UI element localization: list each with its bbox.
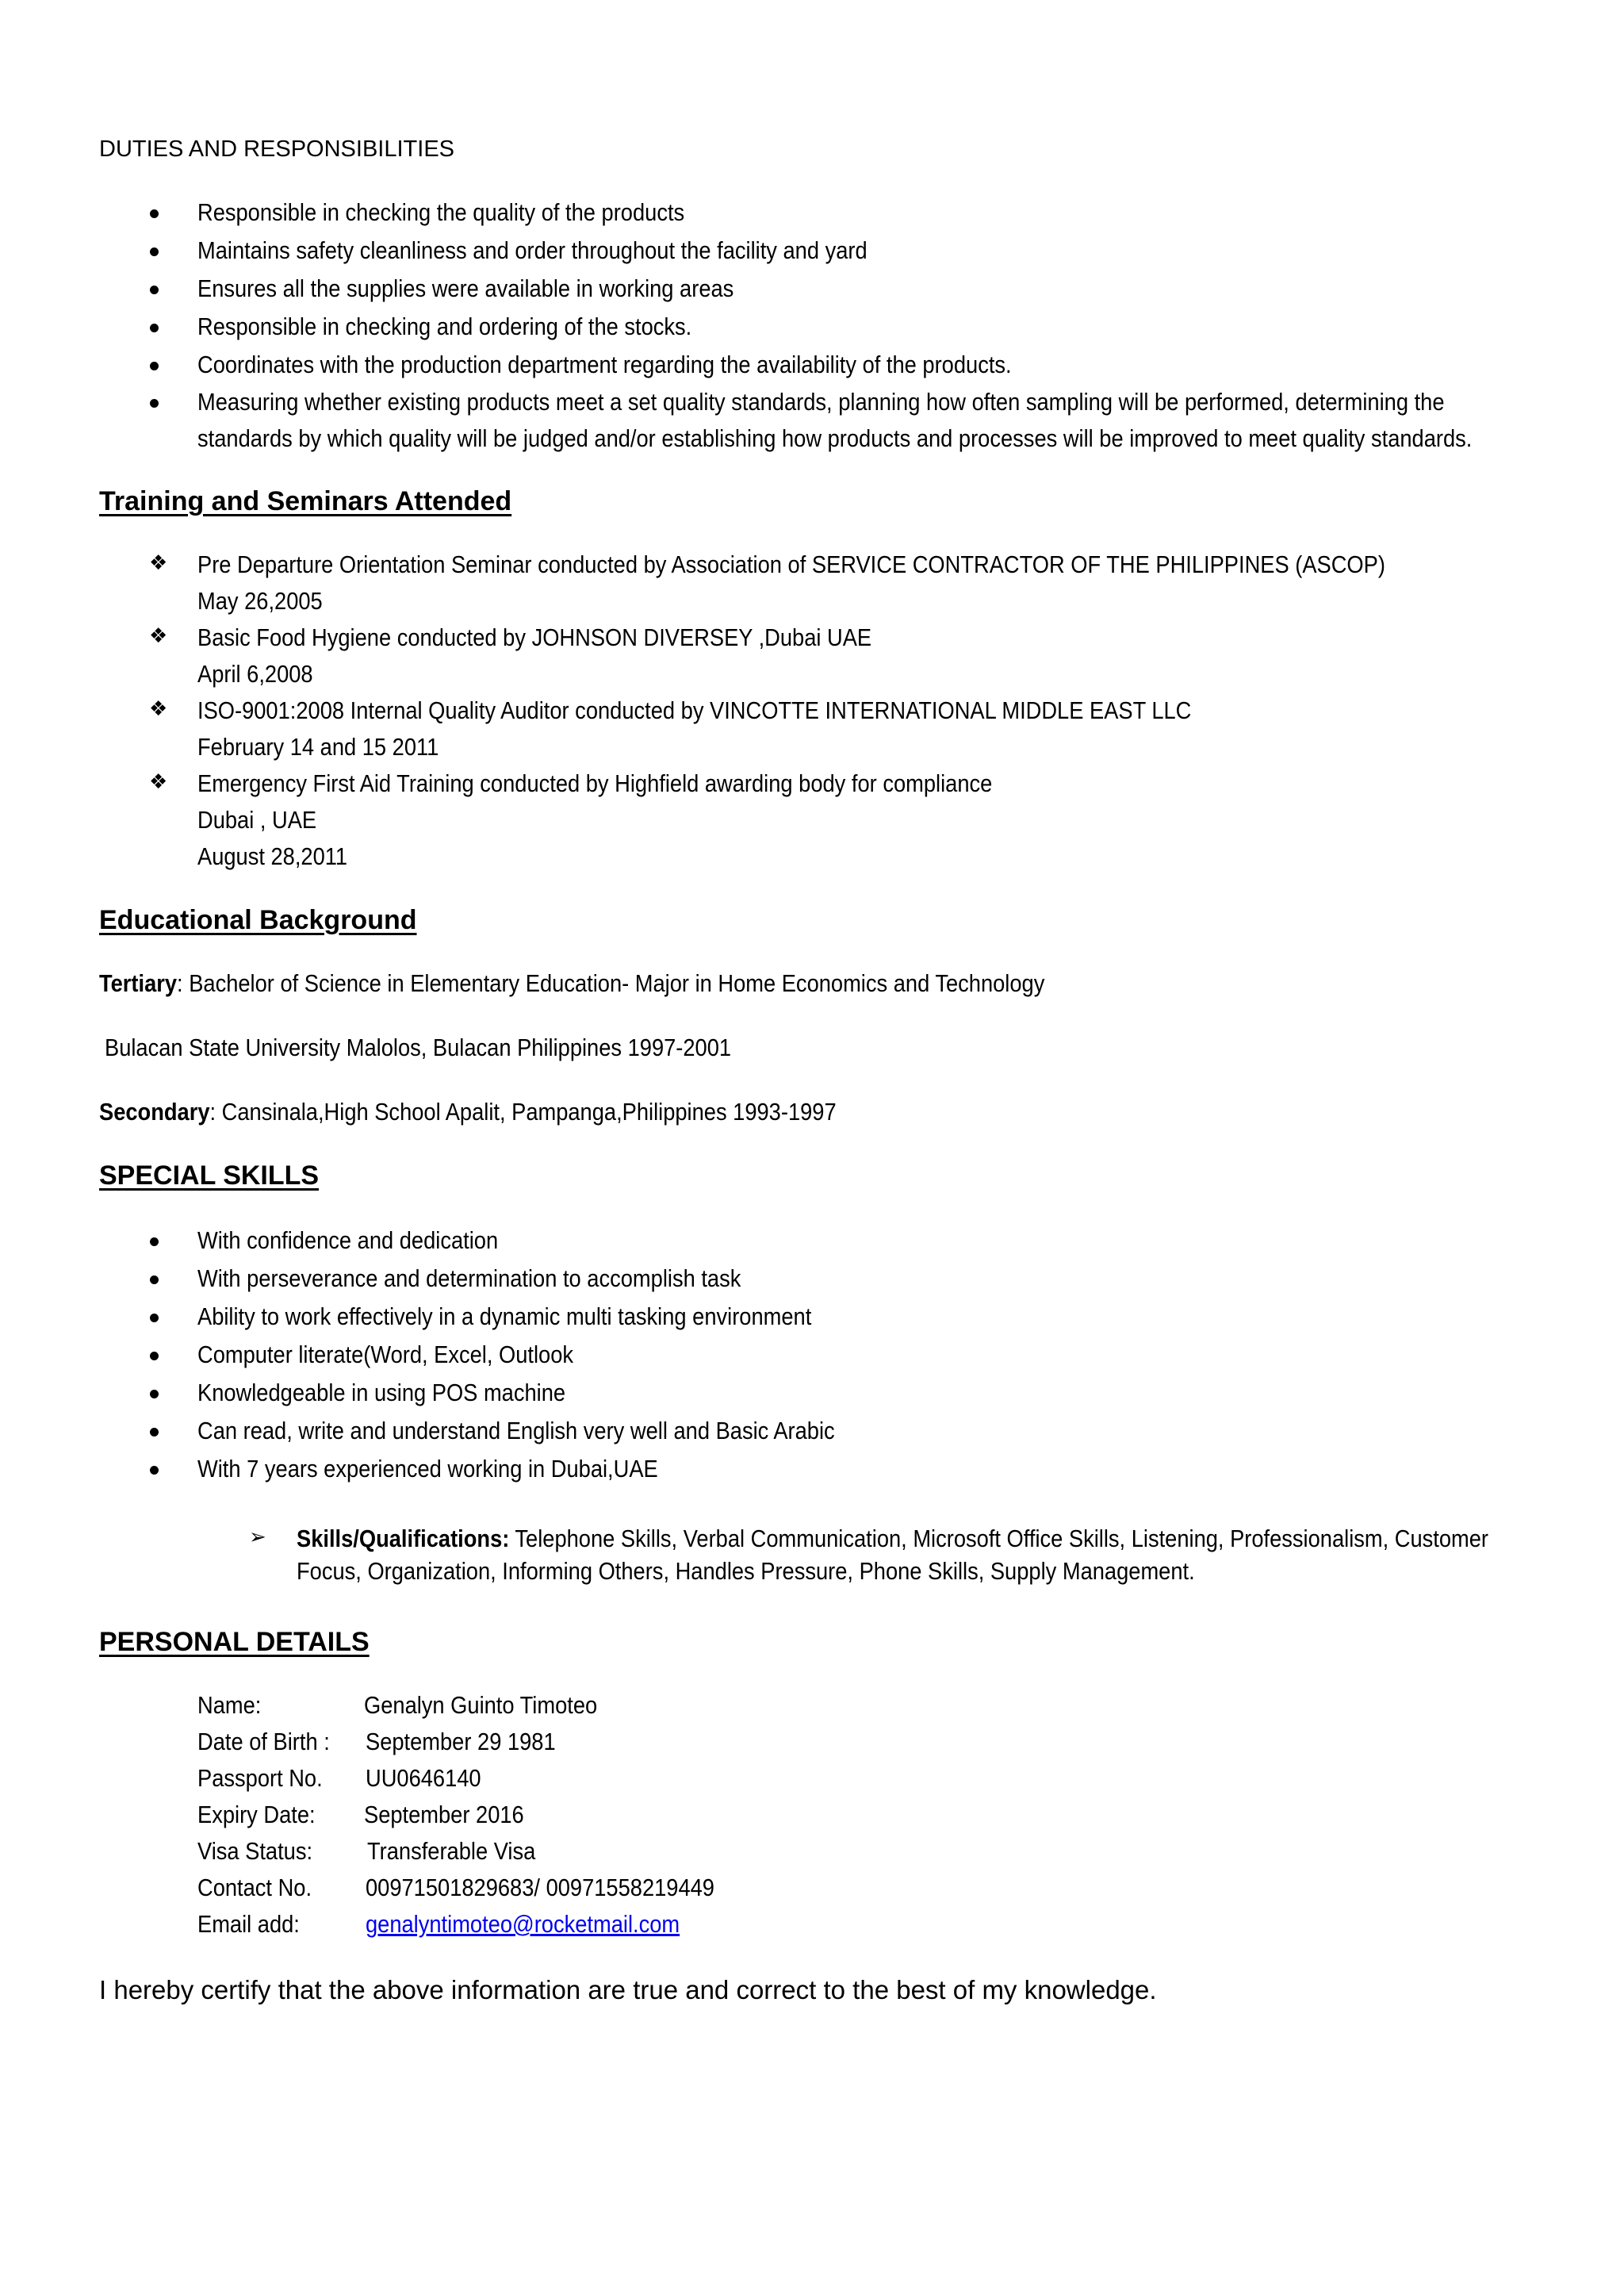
duty-item: Ensures all the supplies were available in working areas (197, 274, 734, 302)
bullet-icon (150, 209, 159, 218)
personal-label-passport: Passport No. (197, 1764, 323, 1792)
tertiary-school: Bulacan State University Malolos, Bulacan Philippines 1997-2001 (105, 1034, 732, 1061)
tertiary-label: Tertiary (99, 969, 178, 997)
training-item-date: April 6,2008 (197, 660, 313, 688)
personal-value-passport: UU0646140 (366, 1764, 481, 1792)
skill-item: Can read, write and understand English very well and Basic Arabic (197, 1417, 835, 1444)
training-title: Training and Seminars Attended (99, 486, 512, 516)
skill-item: With confidence and dedication (197, 1226, 499, 1254)
personal-label-expiry: Expiry Date: (197, 1801, 316, 1828)
personal-value-contact: 00971501829683/ 00971558219449 (366, 1874, 714, 1901)
education-title: Educational Background (99, 905, 417, 935)
duty-item: Measuring whether existing products meet a set quality standards, planning how often sampling will be performed, determining the (197, 388, 1445, 416)
bullet-icon (150, 1428, 159, 1437)
diamond-bullet-icon: ❖ (149, 770, 168, 794)
duty-item: Coordinates with the production department regarding the availability of the products. (197, 351, 1012, 378)
personal-title: PERSONAL DETAILS (99, 1627, 370, 1657)
personal-label-name: Name: (197, 1691, 262, 1719)
training-item-date: May 26,2005 (197, 587, 323, 615)
tertiary-text: : Bachelor of Science in Elementary Education- Major in Home Economics and Technology (177, 969, 1045, 997)
qualifications-label: Skills/Qualifications: (297, 1525, 510, 1552)
diamond-bullet-icon: ❖ (149, 697, 168, 721)
duties-title: DUTIES AND RESPONSIBILITIES (99, 136, 454, 162)
bullet-icon (150, 362, 159, 370)
bullet-icon (150, 1275, 159, 1284)
bullet-icon (150, 324, 159, 332)
secondary-line (99, 1098, 936, 1126)
skill-item: With perseverance and determination to accomplish task (197, 1264, 741, 1292)
arrow-bullet-icon: ➢ (249, 1525, 266, 1549)
qualifications-text: Telephone Skills, Verbal Communication, Microsoft Office Skills, Listening, Professionalism, Customer (509, 1525, 1489, 1552)
secondary-text: : Cansinala,High School Apalit, Pampanga,Philippines 1993-1997 (209, 1098, 837, 1126)
duty-item: Maintains safety cleanliness and order throughout the facility and yard (197, 236, 868, 264)
training-item-title: Basic Food Hygiene conducted by JOHNSON DIVERSEY ,Dubai UAE (197, 623, 872, 651)
email-link[interactable]: genalyntimoteo@rocketmail.com (366, 1910, 680, 1938)
qualifications-line (297, 1525, 1624, 1553)
bullet-icon (150, 1390, 159, 1398)
tertiary-line (99, 969, 1174, 998)
skill-item: Ability to work effectively in a dynamic multi tasking environment (197, 1302, 812, 1330)
secondary-label: Secondary (99, 1098, 210, 1126)
bullet-icon (150, 286, 159, 294)
personal-value-name: Genalyn Guinto Timoteo (364, 1691, 598, 1719)
duty-item-continuation: standards by which quality will be judged and/or establishing how products and processes will be improved to meet quality standards. (197, 424, 1473, 452)
training-item-title: Emergency First Aid Training conducted by Highfield awarding body for compliance (197, 769, 993, 797)
bullet-icon (150, 399, 159, 408)
training-item-title: Pre Departure Orientation Seminar conducted by Association of SERVICE CONTRACTOR OF THE PHILIPPINES (ASCOP) (197, 550, 1385, 578)
qualifications-continuation: Focus, Organization, Informing Others, Handles Pressure, Phone Skills, Supply Management. (297, 1557, 1195, 1585)
personal-value-expiry: September 2016 (364, 1801, 524, 1828)
personal-value-visa: Transferable Visa (367, 1837, 536, 1865)
bullet-icon (150, 1466, 159, 1475)
bullet-icon (150, 1352, 159, 1360)
certification-statement: I hereby certify that the above information are true and correct to the best of my knowledge. (99, 1975, 1157, 2004)
personal-label-contact: Contact No. (197, 1874, 312, 1901)
skill-item: Knowledgeable in using POS machine (197, 1379, 566, 1406)
training-item-location: Dubai , UAE (197, 806, 317, 834)
training-item-date: August 28,2011 (197, 842, 348, 870)
duty-item: Responsible in checking and ordering of the stocks. (197, 313, 692, 340)
personal-label-visa: Visa Status: (197, 1837, 313, 1865)
duty-item: Responsible in checking the quality of the products (197, 198, 685, 226)
personal-label-dob: Date of Birth : (197, 1728, 330, 1755)
diamond-bullet-icon: ❖ (149, 624, 168, 648)
training-item-title: ISO-9001:2008 Internal Quality Auditor conducted by VINCOTTE INTERNATIONAL MIDDLE EAST LLC (197, 696, 1192, 724)
training-item-date: February 14 and 15 2011 (197, 733, 439, 761)
skill-item: With 7 years experienced working in Dubai,UAE (197, 1455, 658, 1483)
skills-title: SPECIAL SKILLS (99, 1160, 320, 1191)
personal-label-email: Email add: (197, 1910, 300, 1938)
bullet-icon (150, 1314, 159, 1322)
personal-value-dob: September 29 1981 (366, 1728, 556, 1755)
bullet-icon (150, 247, 159, 256)
skill-item: Computer literate(Word, Excel, Outlook (197, 1341, 574, 1368)
diamond-bullet-icon: ❖ (149, 551, 168, 575)
bullet-icon (150, 1237, 159, 1246)
